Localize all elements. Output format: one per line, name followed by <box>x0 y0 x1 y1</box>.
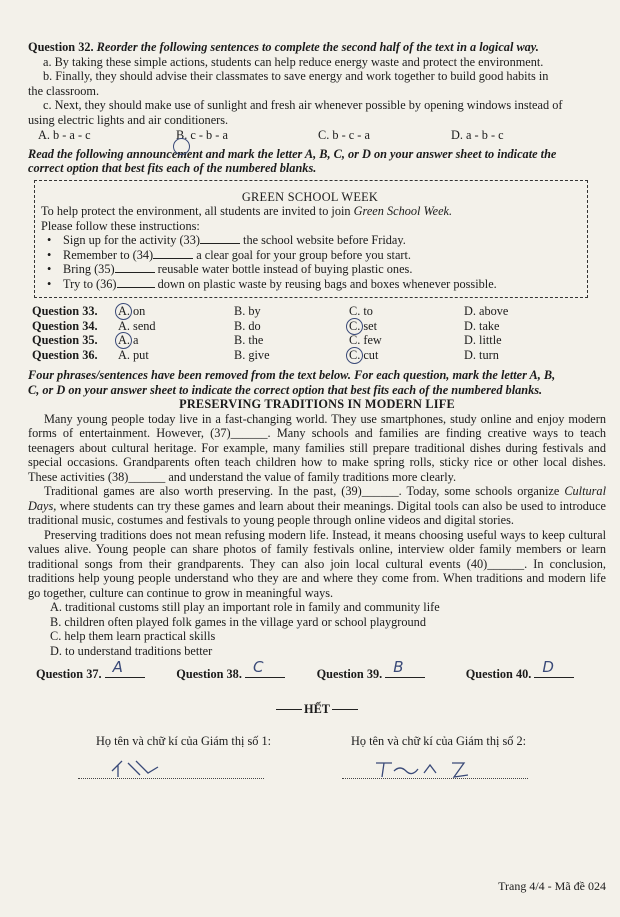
questions-33-36 <box>28 304 606 362</box>
end-marker: HẾT <box>28 702 606 717</box>
sentence-c-cont: using electric lights and air conditioners. <box>28 112 229 127</box>
question-number: Question 34. <box>32 318 98 333</box>
proctor-2-label: Họ tên và chữ kí của Giám thị số 2: <box>351 734 527 748</box>
bullet-35: • Bring (35) reusable water bottle instead of buying plastic ones. <box>63 262 579 277</box>
passage-paragraph-1: Many young people today live in a fast-changing world. They use smartphones, study online and enjoy modern forms of entertainment. However, (37)______. Many schools and families are finding creative ways to teach teenagers about cultural heritage. For example, many families still prepare traditional dishes during festivals and special occasions. Grandparents often teach children how to make spring rolls, sticky rice or other local dishes. These activities (38)______ and understand the value of family traditions more clearly. <box>28 411 606 484</box>
option-c: C. to <box>349 304 373 318</box>
section-3-instruction-line1: Four phrases/sentences have been removed from the text below. For each question, mark the letter A, B, <box>28 368 556 382</box>
answer-row <box>28 658 606 682</box>
question-32-options <box>28 128 606 143</box>
bullet-33: • Sign up for the activity (33) the school website before Friday. <box>63 233 579 248</box>
proctor-2-signature-line <box>342 763 528 779</box>
question-row-36 <box>28 348 606 363</box>
signature-scribble-2 <box>372 757 492 779</box>
section-2-instruction <box>28 147 606 176</box>
question-number: Question 35. <box>32 333 98 347</box>
question-row-34 <box>28 319 606 334</box>
option-b: B. do <box>234 318 261 333</box>
question-row-35 <box>28 333 606 348</box>
answer-38: Question 38. C <box>176 666 316 682</box>
announcement-bullets <box>41 233 579 291</box>
option-d: D. take <box>464 318 500 333</box>
option-a: A. on <box>118 304 146 318</box>
option-c: C. cut <box>349 347 379 362</box>
question-32-heading <box>28 40 606 55</box>
option-a: A. put <box>118 347 149 362</box>
bullet-34: • Remember to (34) a clear goal for your group before you start. <box>63 248 579 263</box>
sentence-b-cont: the classroom. <box>28 83 100 98</box>
option-a: A. a <box>118 333 139 347</box>
choice-a: A. traditional customs still play an important role in family and community life <box>50 600 440 614</box>
option-d: D. little <box>464 333 502 347</box>
proctor-1-signature-line <box>78 763 264 779</box>
q32-option-b: B. c - b - a <box>176 128 228 142</box>
handwritten-answer: A <box>112 658 123 676</box>
section-2-instruction-line2: correct option that best fits each of the numbered blanks. <box>28 161 317 175</box>
passage-paragraph-2: Traditional games are also worth preserving. In the past, (39)______. Today, some schools organize Cultural Days, where students can try these games and learn about their meanings. Digital tools can also be used to introduce traditional music, costumes and festivals to young people through online videos and digital stories. <box>28 484 606 527</box>
option-b: B. the <box>234 333 264 347</box>
handwritten-answer: D <box>542 658 554 676</box>
blank-34 <box>153 248 193 259</box>
sentence-c: c. Next, they should make use of sunlight and fresh air whenever possible by opening windows instead of <box>43 98 563 112</box>
blank-35 <box>115 262 155 273</box>
question-row-33 <box>28 304 606 319</box>
passage-choices <box>28 600 606 658</box>
passage-paragraph-3: Preserving traditions does not mean refusing modern life. Instead, it means choosing useful ways to keep cultural values alive. Young people can share photos of family festivals online, interview older family members or learn traditional songs from their grandparents. They can also join local cultural events (40)______. In conclusion, traditions help young people understand who they are and where they come from. When traditions and modern life go together, culture can continue to grow in meaningful ways. <box>28 527 606 600</box>
announcement-box <box>34 180 588 299</box>
blank-36 <box>117 277 155 288</box>
answer-39: Question 39. B <box>317 666 466 682</box>
proctor-1-label: Họ tên và chữ kí của Giám thị số 1: <box>96 734 272 748</box>
signature-labels <box>28 734 606 749</box>
option-b: B. by <box>234 304 261 318</box>
section-3-instruction <box>28 368 606 397</box>
answer-40: Question 40. D <box>466 666 606 682</box>
answer-37: Question 37. A <box>36 666 176 682</box>
option-a: A. send <box>118 318 156 333</box>
handwritten-answer: B <box>393 658 404 676</box>
question-number: Question 36. <box>32 347 98 362</box>
announcement-follow: Please follow these instructions: <box>41 218 200 233</box>
sentence-a: a. By taking these simple actions, students can help reduce energy waste and protect the environment. <box>43 54 544 69</box>
option-b: B. give <box>234 347 270 362</box>
handwritten-answer: C <box>252 658 264 676</box>
question-32-label: Question 32. <box>28 40 94 54</box>
announcement-title: GREEN SCHOOL WEEK <box>241 189 379 204</box>
signature-lines <box>28 763 606 779</box>
announcement-intro: To help protect the environment, all students are invited to join Green School Week. <box>41 204 453 218</box>
choice-b: B. children often played folk games in the village yard or school playground <box>50 614 426 629</box>
page-footer: Trang 4/4 - Mã đề 024 <box>498 879 606 893</box>
question-32-instruction: Reorder the following sentences to complete the second half of the text in a logical way. <box>96 40 539 54</box>
section-2-instruction-line1: Read the following announcement and mark the letter A, B, C, or D on your answer sheet to indicate the <box>28 146 557 161</box>
signature-scribble-1 <box>108 757 168 779</box>
choice-c: C. help them learn practical skills <box>50 629 216 643</box>
sentence-b: b. Finally, they should advise their classmates to save energy and work together to build good habits in <box>43 69 549 83</box>
option-d: D. above <box>464 304 509 318</box>
option-c: C. few <box>349 333 382 347</box>
section-3-instruction-line2: C, or D on your answer sheet to indicate the correct option that best fits each of the numbered blanks. <box>28 382 543 397</box>
passage-title: PRESERVING TRADITIONS IN MODERN LIFE <box>179 397 455 411</box>
option-c: C. set <box>349 318 378 333</box>
q32-option-c: C. b - c - a <box>318 128 370 142</box>
bullet-36: • Try to (36) down on plastic waste by reusing bags and boxes whenever possible. <box>63 277 579 292</box>
q32-option-a: A. b - a - c <box>38 128 91 142</box>
question-number: Question 33. <box>32 304 98 318</box>
choice-d: D. to understand traditions better <box>50 643 213 658</box>
option-d: D. turn <box>464 347 499 362</box>
q32-option-d: D. a - b - c <box>451 128 504 142</box>
blank-33 <box>200 233 240 244</box>
